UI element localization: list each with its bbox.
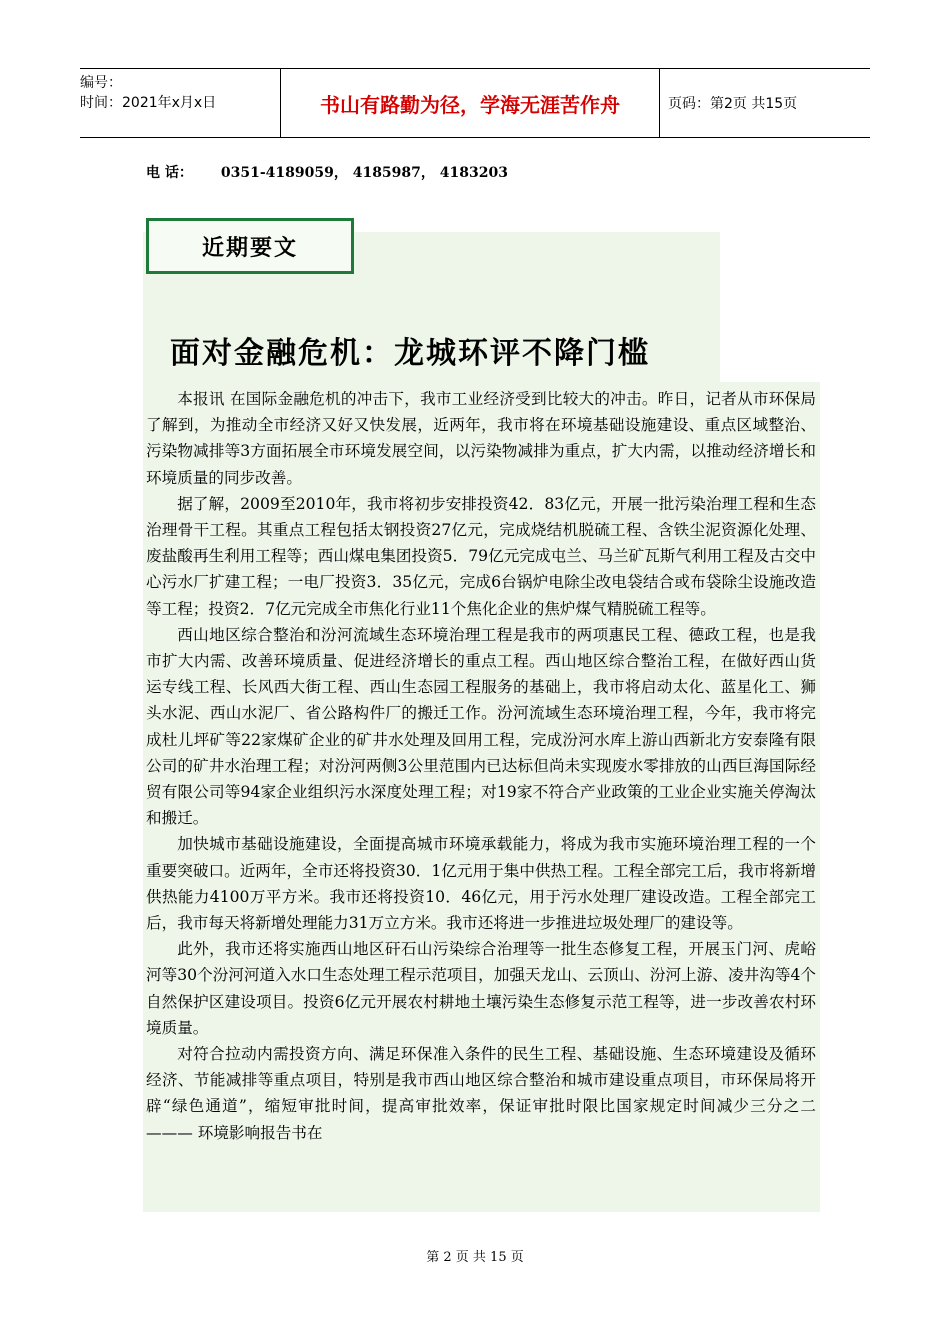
paragraph: 此外，我市还将实施西山地区矸石山污染综合治理等一批生态修复工程，开展玉门河、虎峪河等30个汾河河道入水口生态处理工程示范项目，加强天龙山、云顶山、汾河上游、凌井沟等4个自然保护区建设项目。投资6亿元开展农村耕地土壤污染生态修复示范工程等，进一步改善农村环境质量。 <box>146 940 816 1037</box>
article-title: 面对金融危机：龙城环评不降门槛 <box>170 336 650 371</box>
header-motto: 书山有路勤为径，学海无涯苦作舟 <box>281 69 660 137</box>
document-number: 编号： <box>80 75 122 91</box>
page-footer: 第 2 页 共 15 页 <box>426 1250 524 1265</box>
phone-label: 电 话： <box>146 165 193 181</box>
paragraph: 西山地区综合整治和汾河流域生态环境治理工程是我市的两项惠民工程、德政工程，也是我市扩大内需、改善环境质量、促进经济增长的重点工程。西山地区综合整治工程，在做好西山货运专线工程、长风西大街工程、西山生态园工程服务的基础上，我市将启动太化、蓝星化工、狮头水泥、西山水泥厂、省公路构件厂的搬迁工作。汾河流域生态环境治理工程，今年，我市将完成杜儿坪矿等22家煤矿企业的矿井水处理及回用工程，完成汾河水库上游山西新北方安泰隆有限公司的矿井水治理工程；对汾河两侧3公里范围内已达标但尚未实现废水零排放的山西巨海国际经贸有限公司等94家企业组织污水深度处理工程；对19家不符合产业政策的工业企业实施关停淘汰和搬迁。 <box>146 625 816 828</box>
document-time: 时间：2021年x月x日 <box>80 95 217 111</box>
paragraph: 加快城市基础设施建设，全面提高城市环境承载能力，将成为我市实施环境治理工程的一个重要突破口。近两年，全市还将投资30．1亿元用于集中供热工程。工程全部完工后，我市将新增供热能力4100万平方米。我市还将投资10．46亿元，用于污水处理厂建设改造。工程全部完工后，我市每天将新增处理能力31万立方米。我市还将进一步推进垃圾处理厂的建设等。 <box>146 835 816 933</box>
header-meta <box>80 69 281 137</box>
phone-numbers: 0351-4189059， 4185987， 4183203 <box>220 165 508 181</box>
paragraph: 本报讯 在国际金融危机的冲击下，我市工业经济受到比较大的冲击。昨日，记者从市环保局了解到，为推动全市经济又好又快发展，近两年，我市将在环境基础设施建设、重点区域整治、污染物减排等3方面拓展全市环境发展空间，以污染物减排为重点，扩大内需，以推动经济增长和环境质量的同步改善。 <box>146 390 816 487</box>
header-page-info: 页码：第2页 共15页 <box>668 96 798 112</box>
paragraph: 对符合拉动内需投资方向、满足环保准入条件的民生工程、基础设施、生态环境建设及循环经济、节能减排等重点项目，特别是我市西山地区综合整治和城市建设重点项目，市环保局将开辟“绿色通道”，缩短审批时间，提高审批效率，保证审批时限比国家规定时间减少三分之二——— 环境影响报告书在 <box>146 1045 816 1142</box>
document-header <box>80 68 870 138</box>
section-label: 近期要文 <box>146 218 354 274</box>
paragraph: 据了解，2009至2010年，我市将初步安排投资42．83亿元，开展一批污染治理工程和生态治理骨干工程。其重点工程包括太钢投资27亿元，完成烧结机脱硫工程、含铁尘泥资源化处理、废盐酸再生利用工程等；西山煤电集团投资5．79亿元完成屯兰、马兰矿瓦斯气利用工程及古交中心污水厂扩建工程；一电厂投资3．35亿元，完成6台锅炉电除尘改电袋结合或布袋除尘设施改造等工程；投资2．7亿元完成全市焦化行业11个焦化企业的焦炉煤气精脱硫工程等。 <box>146 494 816 618</box>
contact-line <box>146 162 508 182</box>
article-body <box>146 386 816 1146</box>
